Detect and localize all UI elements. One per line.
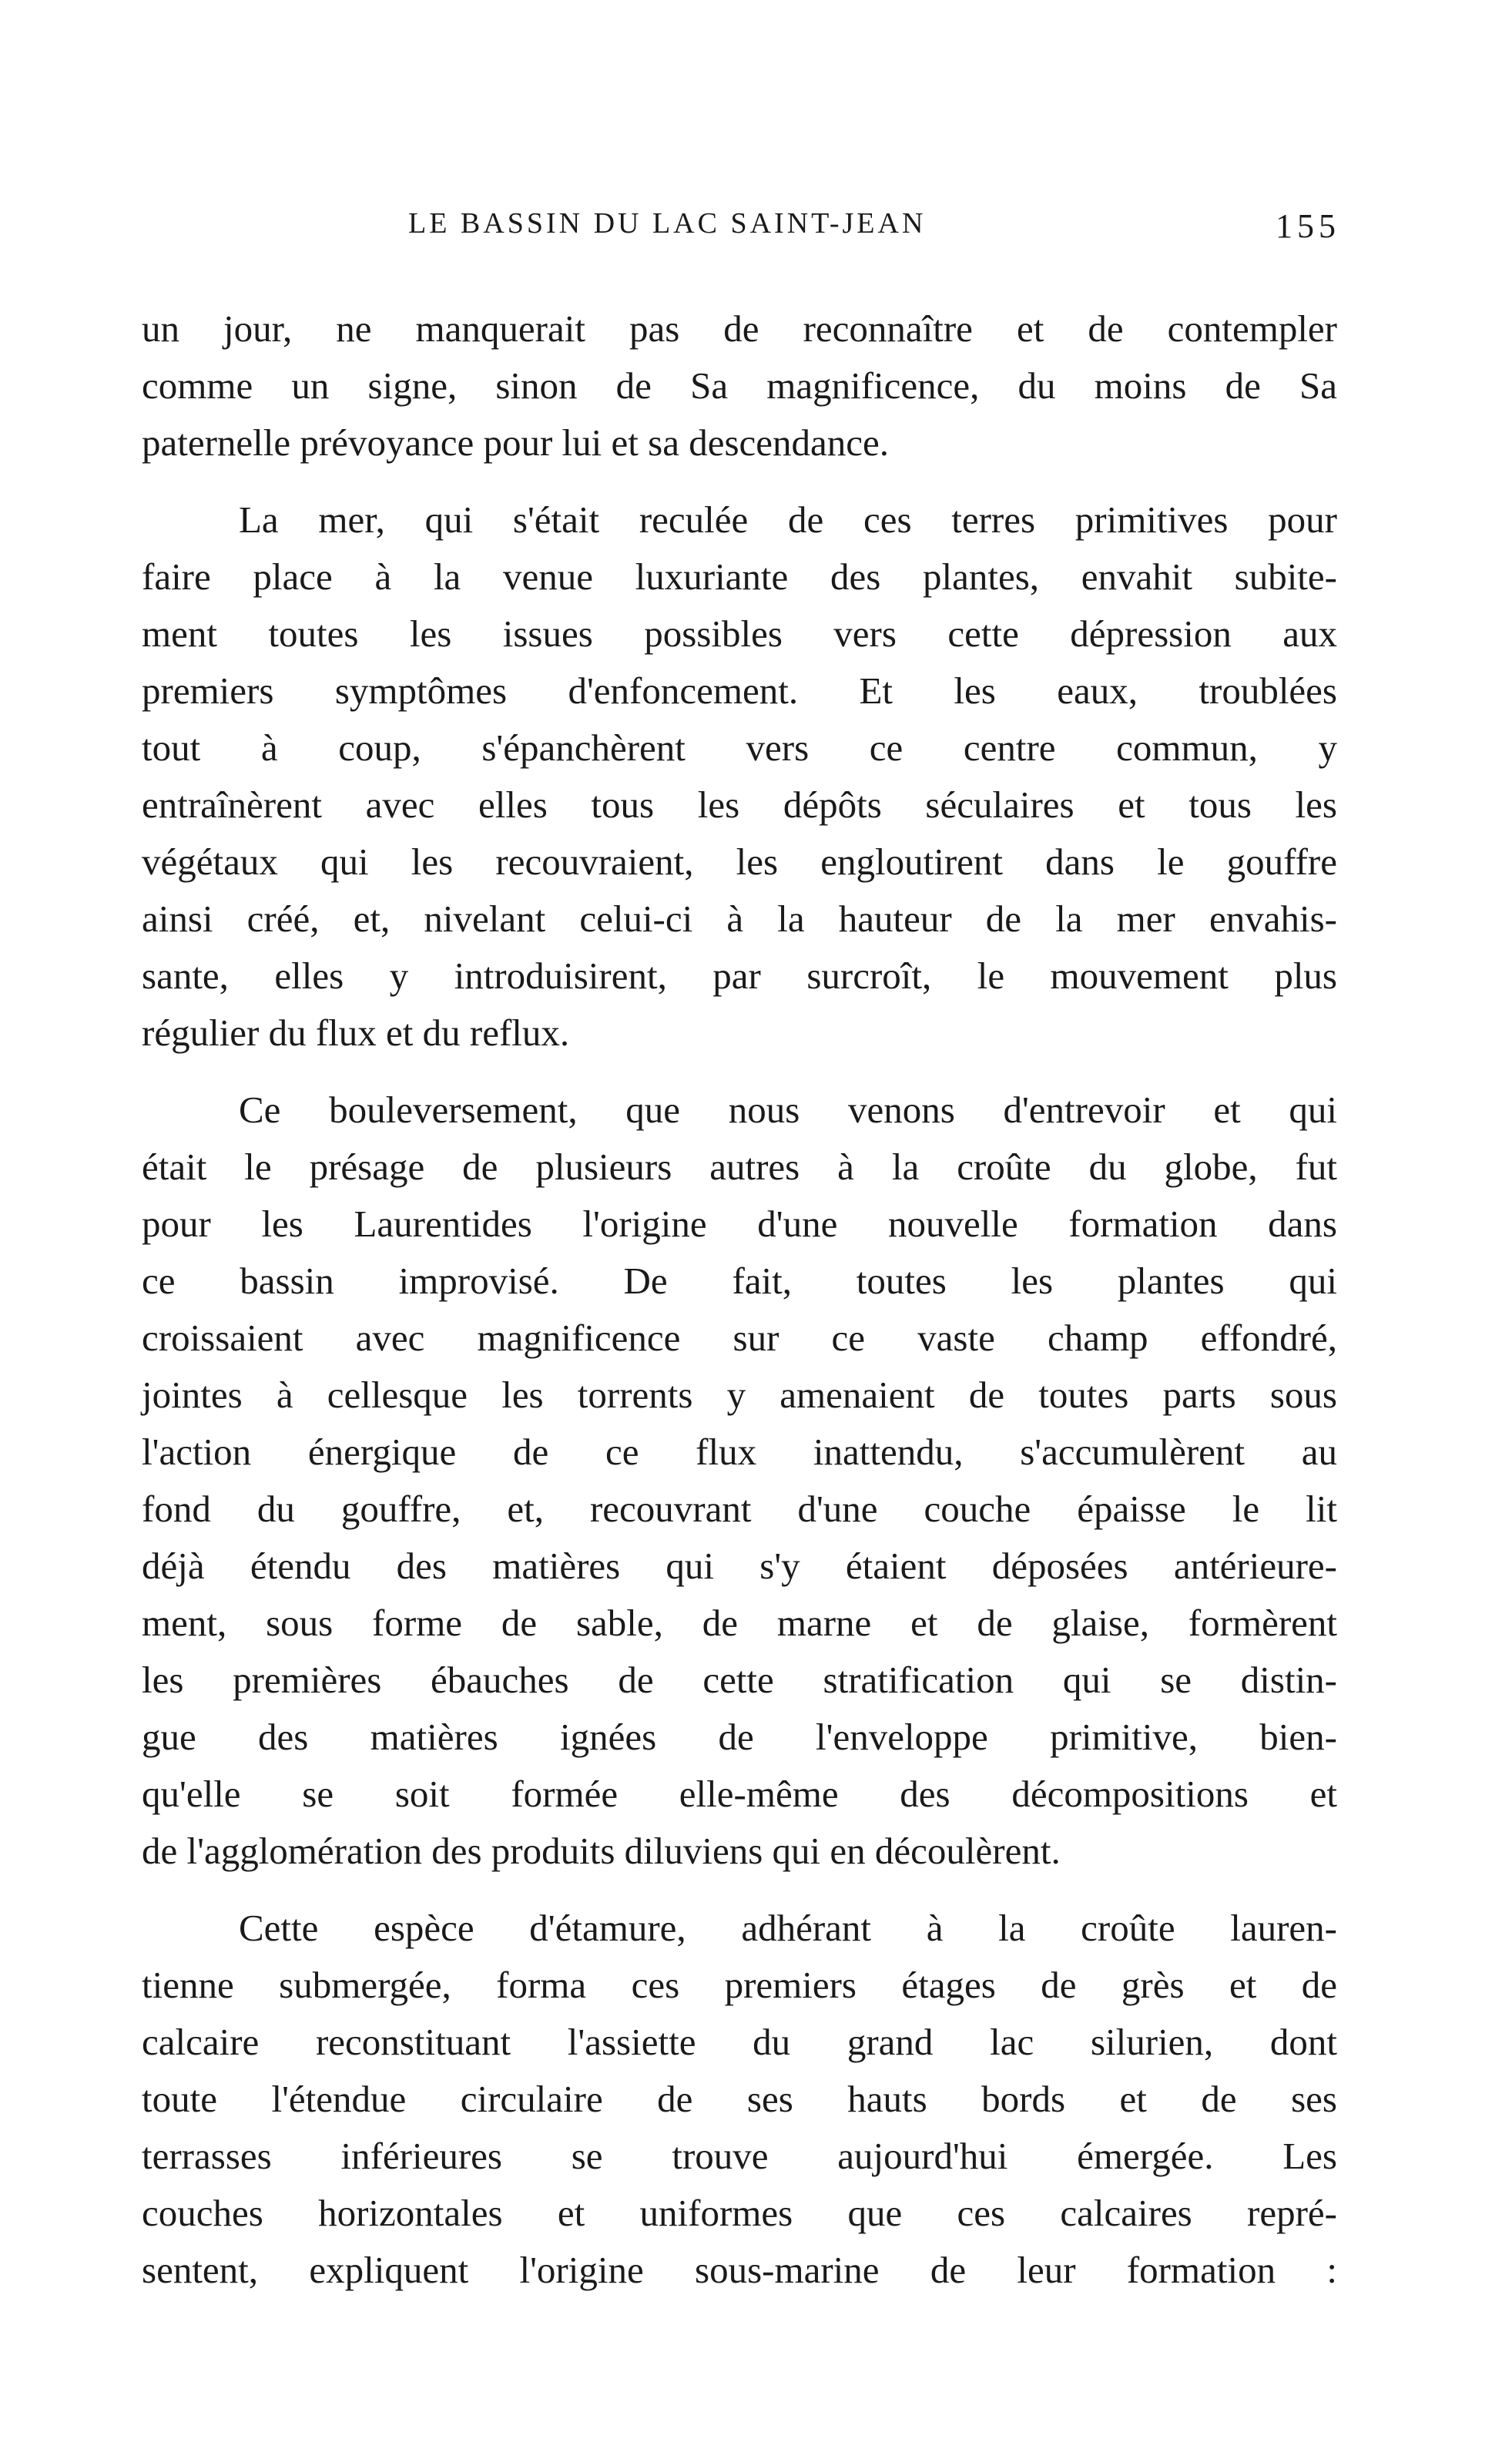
text-line: premiers symptômes d'enfoncement. Et les eaux, troublées xyxy=(142,669,1337,712)
page-header xyxy=(139,206,1340,253)
text-line: les premières ébauches de cette stratification qui se distin- xyxy=(142,1659,1337,1701)
text-line: l'action énergique de ce flux inattendu, s'accumulèrent au xyxy=(142,1431,1337,1473)
paragraph-4 xyxy=(142,1900,1337,2299)
text-line: faire place à la venue luxuriante des plantes, envahit subite- xyxy=(142,555,1337,598)
text-line: jointes à cellesque les torrents y amenaient de toutes parts sous xyxy=(142,1374,1337,1416)
text-line: régulier du flux et du reflux. xyxy=(142,1011,570,1054)
text-line: tout à coup, s'épanchèrent vers ce centre commun, y xyxy=(142,726,1337,769)
running-title: LE BASSIN DU LAC SAINT-JEAN xyxy=(408,207,927,240)
text-line: comme un signe, sinon de Sa magnificence, du moins de Sa xyxy=(142,364,1337,407)
text-line: qu'elle se soit formée elle-même des décompositions et xyxy=(142,1773,1337,1815)
text-line: déjà étendu des matières qui s'y étaient déposées antérieure- xyxy=(142,1545,1337,1587)
text-line: ainsi créé, et, nivelant celui-ci à la hauteur de la mer envahis- xyxy=(142,897,1337,940)
page-number: 155 xyxy=(1276,207,1340,245)
text-line: Cette espèce d'étamure, adhérant à la croûte lauren- xyxy=(239,1907,1337,1949)
body-text xyxy=(142,300,1337,2319)
text-line: tienne submergée, forma ces premiers étages de grès et de xyxy=(142,1964,1337,2006)
text-line: sentent, expliquent l'origine sous-marine de leur formation : xyxy=(142,2249,1337,2291)
paragraph-2 xyxy=(142,491,1337,1062)
text-line: terrasses inférieures se trouve aujourd'hui émergée. Les xyxy=(142,2135,1337,2177)
text-line: un jour, ne manquerait pas de reconnaître et de contempler xyxy=(142,307,1337,350)
text-line: Ce bouleversement, que nous venons d'entrevoir et qui xyxy=(239,1089,1337,1131)
text-line: entraînèrent avec elles tous les dépôts séculaires et tous les xyxy=(142,783,1337,826)
text-line: La mer, qui s'était reculée de ces terres primitives pour xyxy=(239,498,1337,541)
text-line: était le présage de plusieurs autres à la croûte du globe, fut xyxy=(142,1146,1337,1188)
text-line: fond du gouffre, et, recouvrant d'une couche épaisse le lit xyxy=(142,1488,1337,1530)
text-line: toute l'étendue circulaire de ses hauts bords et de ses xyxy=(142,2078,1337,2120)
text-line: paternelle prévoyance pour lui et sa descendance. xyxy=(142,421,889,464)
text-line: ment, sous forme de sable, de marne et de glaise, formèrent xyxy=(142,1602,1337,1644)
text-line: ment toutes les issues possibles vers cette dépression aux xyxy=(142,612,1337,655)
text-line: ce bassin improvisé. De fait, toutes les plantes qui xyxy=(142,1260,1337,1302)
text-line: pour les Laurentides l'origine d'une nouvelle formation dans xyxy=(142,1203,1337,1245)
text-line: calcaire reconstituant l'assiette du grand lac silurien, dont xyxy=(142,2021,1337,2063)
text-line: sante, elles y introduisirent, par surcroît, le mouvement plus xyxy=(142,954,1337,997)
text-line: gue des matières ignées de l'enveloppe primitive, bien- xyxy=(142,1716,1337,1758)
text-line: couches horizontales et uniformes que ces calcaires repré- xyxy=(142,2192,1337,2234)
text-line: croissaient avec magnificence sur ce vaste champ effondré, xyxy=(142,1317,1337,1359)
paragraph-3 xyxy=(142,1082,1337,1880)
paragraph-1 xyxy=(142,300,1337,471)
text-line: végétaux qui les recouvraient, les engloutirent dans le gouffre xyxy=(142,840,1337,883)
text-line: de l'agglomération des produits diluviens qui en découlèrent. xyxy=(142,1830,1061,1872)
